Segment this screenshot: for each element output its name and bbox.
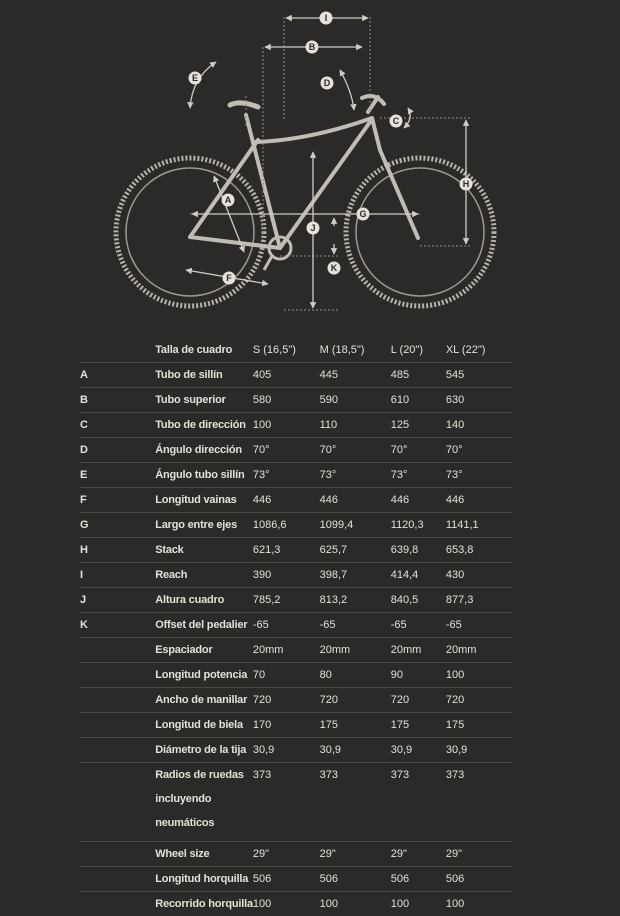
row-key: J <box>80 588 155 613</box>
row-value: 30,9 <box>446 738 512 763</box>
row-value: 1099,4 <box>320 513 391 538</box>
table-row <box>80 738 512 763</box>
marker-k <box>328 262 341 275</box>
marker-d <box>321 77 334 90</box>
row-value: 29" <box>391 842 446 867</box>
rear-wheel <box>116 158 264 306</box>
row-label: Stack <box>155 538 253 563</box>
row-value: 110 <box>320 413 391 438</box>
row-value: 373 <box>391 763 446 842</box>
row-value: 90 <box>391 663 446 688</box>
row-value: 30,9 <box>320 738 391 763</box>
row-label: Tubo de dirección <box>155 413 253 438</box>
row-label: Longitud de biela <box>155 713 253 738</box>
row-key <box>80 688 155 713</box>
row-label: Longitud horquilla <box>155 867 253 892</box>
row-value: 405 <box>253 363 320 388</box>
row-label: Reach <box>155 563 253 588</box>
row-value: 414,4 <box>391 563 446 588</box>
table-row <box>80 663 512 688</box>
row-value: 100 <box>446 663 512 688</box>
table-row <box>80 892 512 916</box>
row-value: 20mm <box>253 638 320 663</box>
svg-text:E: E <box>192 73 198 83</box>
svg-text:J: J <box>310 223 315 233</box>
row-value: 580 <box>253 388 320 413</box>
row-key <box>80 763 155 842</box>
row-value: 73° <box>253 463 320 488</box>
row-value: 720 <box>391 688 446 713</box>
bike-frame <box>190 96 418 248</box>
row-value: 720 <box>320 688 391 713</box>
row-value: 545 <box>446 363 512 388</box>
row-key <box>80 738 155 763</box>
header-size-xl: XL (22") <box>446 338 512 363</box>
row-key: K <box>80 613 155 638</box>
table-row <box>80 842 512 867</box>
row-value: 125 <box>391 413 446 438</box>
row-value: 73° <box>391 463 446 488</box>
header-label: Talla de cuadro <box>155 338 253 363</box>
row-value: 720 <box>253 688 320 713</box>
row-label: Largo entre ejes <box>155 513 253 538</box>
row-label: Diámetro de la tija <box>155 738 253 763</box>
row-key: C <box>80 413 155 438</box>
row-value: 446 <box>253 488 320 513</box>
row-value: -65 <box>391 613 446 638</box>
svg-text:C: C <box>393 116 400 126</box>
svg-text:I: I <box>325 13 328 23</box>
row-value: 140 <box>446 413 512 438</box>
row-value: 1141,1 <box>446 513 512 538</box>
row-value: 29" <box>320 842 391 867</box>
row-label: Ángulo tubo sillín <box>155 463 253 488</box>
row-value: -65 <box>320 613 391 638</box>
row-value: 446 <box>391 488 446 513</box>
marker-i <box>320 12 333 25</box>
table-row <box>80 688 512 713</box>
bike-geometry-diagram <box>0 0 620 330</box>
row-value: 100 <box>446 892 512 916</box>
table-row <box>80 413 512 438</box>
row-key <box>80 867 155 892</box>
row-value: 100 <box>253 892 320 916</box>
header-size-l: L (20") <box>391 338 446 363</box>
table-row <box>80 713 512 738</box>
table-row <box>80 438 512 463</box>
row-value: 621,3 <box>253 538 320 563</box>
row-value: 29" <box>253 842 320 867</box>
row-value: 590 <box>320 388 391 413</box>
row-value: 373 <box>446 763 512 842</box>
row-key: B <box>80 388 155 413</box>
row-value: 398,7 <box>320 563 391 588</box>
marker-f <box>223 272 236 285</box>
row-value: 170 <box>253 713 320 738</box>
row-value: 70° <box>446 438 512 463</box>
row-value: 70° <box>320 438 391 463</box>
row-key: G <box>80 513 155 538</box>
row-value: 720 <box>446 688 512 713</box>
row-value: 1120,3 <box>391 513 446 538</box>
row-label: Wheel size <box>155 842 253 867</box>
row-value: 506 <box>446 867 512 892</box>
table-row <box>80 463 512 488</box>
dimension-arrows <box>186 18 466 308</box>
marker-g <box>357 208 370 221</box>
row-value: 80 <box>320 663 391 688</box>
row-value: 73° <box>320 463 391 488</box>
marker-b <box>306 41 319 54</box>
table-row <box>80 588 512 613</box>
row-key <box>80 638 155 663</box>
row-key: F <box>80 488 155 513</box>
row-label: Longitud potencia <box>155 663 253 688</box>
table-row <box>80 613 512 638</box>
row-value: 840,5 <box>391 588 446 613</box>
row-value: 639,8 <box>391 538 446 563</box>
row-value: 73° <box>446 463 512 488</box>
row-value: 653,8 <box>446 538 512 563</box>
row-value: 373 <box>253 763 320 842</box>
row-label: Altura cuadro <box>155 588 253 613</box>
row-label: Recorrido horquilla <box>155 892 253 916</box>
row-label: Tubo superior <box>155 388 253 413</box>
row-label: Tubo de sillín <box>155 363 253 388</box>
row-value: 20mm <box>320 638 391 663</box>
svg-text:H: H <box>463 179 470 189</box>
row-value: 446 <box>446 488 512 513</box>
table-header-row <box>80 338 512 363</box>
table-row <box>80 363 512 388</box>
row-value: 813,2 <box>320 588 391 613</box>
row-value: 625,7 <box>320 538 391 563</box>
row-value: 100 <box>391 892 446 916</box>
row-key <box>80 663 155 688</box>
header-size-m: M (18,5") <box>320 338 391 363</box>
geometry-table <box>80 338 512 916</box>
row-key: A <box>80 363 155 388</box>
table-row <box>80 388 512 413</box>
row-value: 70° <box>391 438 446 463</box>
row-value: 506 <box>391 867 446 892</box>
svg-text:G: G <box>359 209 366 219</box>
row-value: 445 <box>320 363 391 388</box>
table-row <box>80 538 512 563</box>
row-value: 373 <box>320 763 391 842</box>
row-key: E <box>80 463 155 488</box>
row-label: Radios de ruedas incluyendo neumáticos <box>155 763 253 842</box>
row-value: 30,9 <box>253 738 320 763</box>
marker-c <box>390 115 403 128</box>
row-label: Longitud vainas <box>155 488 253 513</box>
table-row <box>80 763 512 842</box>
table-row <box>80 488 512 513</box>
row-value: 20mm <box>446 638 512 663</box>
row-label: Ángulo dirección <box>155 438 253 463</box>
table-row <box>80 867 512 892</box>
marker-h <box>460 178 473 191</box>
svg-text:F: F <box>226 273 232 283</box>
front-wheel <box>346 158 494 306</box>
row-value: 175 <box>391 713 446 738</box>
row-value: 877,3 <box>446 588 512 613</box>
row-value: 785,2 <box>253 588 320 613</box>
row-value: 70° <box>253 438 320 463</box>
row-value: 390 <box>253 563 320 588</box>
row-key: D <box>80 438 155 463</box>
row-value: 1086,6 <box>253 513 320 538</box>
row-label: Ancho de manillar <box>155 688 253 713</box>
row-value: 610 <box>391 388 446 413</box>
row-label: Espaciador <box>155 638 253 663</box>
row-value: 70 <box>253 663 320 688</box>
row-value: 29" <box>446 842 512 867</box>
row-value: -65 <box>446 613 512 638</box>
row-key <box>80 892 155 916</box>
row-key <box>80 842 155 867</box>
row-value: 446 <box>320 488 391 513</box>
svg-text:D: D <box>324 78 331 88</box>
row-key: H <box>80 538 155 563</box>
row-key <box>80 713 155 738</box>
table-row <box>80 513 512 538</box>
table-row <box>80 638 512 663</box>
svg-text:A: A <box>225 195 232 205</box>
row-value: 100 <box>320 892 391 916</box>
row-value: 100 <box>253 413 320 438</box>
row-value: 175 <box>446 713 512 738</box>
row-value: 430 <box>446 563 512 588</box>
row-value: 630 <box>446 388 512 413</box>
row-value: 485 <box>391 363 446 388</box>
svg-text:B: B <box>309 42 316 52</box>
table-row <box>80 563 512 588</box>
marker-a <box>222 194 235 207</box>
row-value: 175 <box>320 713 391 738</box>
row-value: 30,9 <box>391 738 446 763</box>
row-label: Offset del pedalier <box>155 613 253 638</box>
row-value: 20mm <box>391 638 446 663</box>
marker-e <box>189 72 202 85</box>
header-size-s: S (16,5") <box>253 338 320 363</box>
header-key-cell <box>80 338 155 363</box>
row-value: 506 <box>253 867 320 892</box>
marker-j <box>307 222 320 235</box>
row-value: -65 <box>253 613 320 638</box>
row-value: 506 <box>320 867 391 892</box>
row-key: I <box>80 563 155 588</box>
svg-text:K: K <box>331 263 338 273</box>
